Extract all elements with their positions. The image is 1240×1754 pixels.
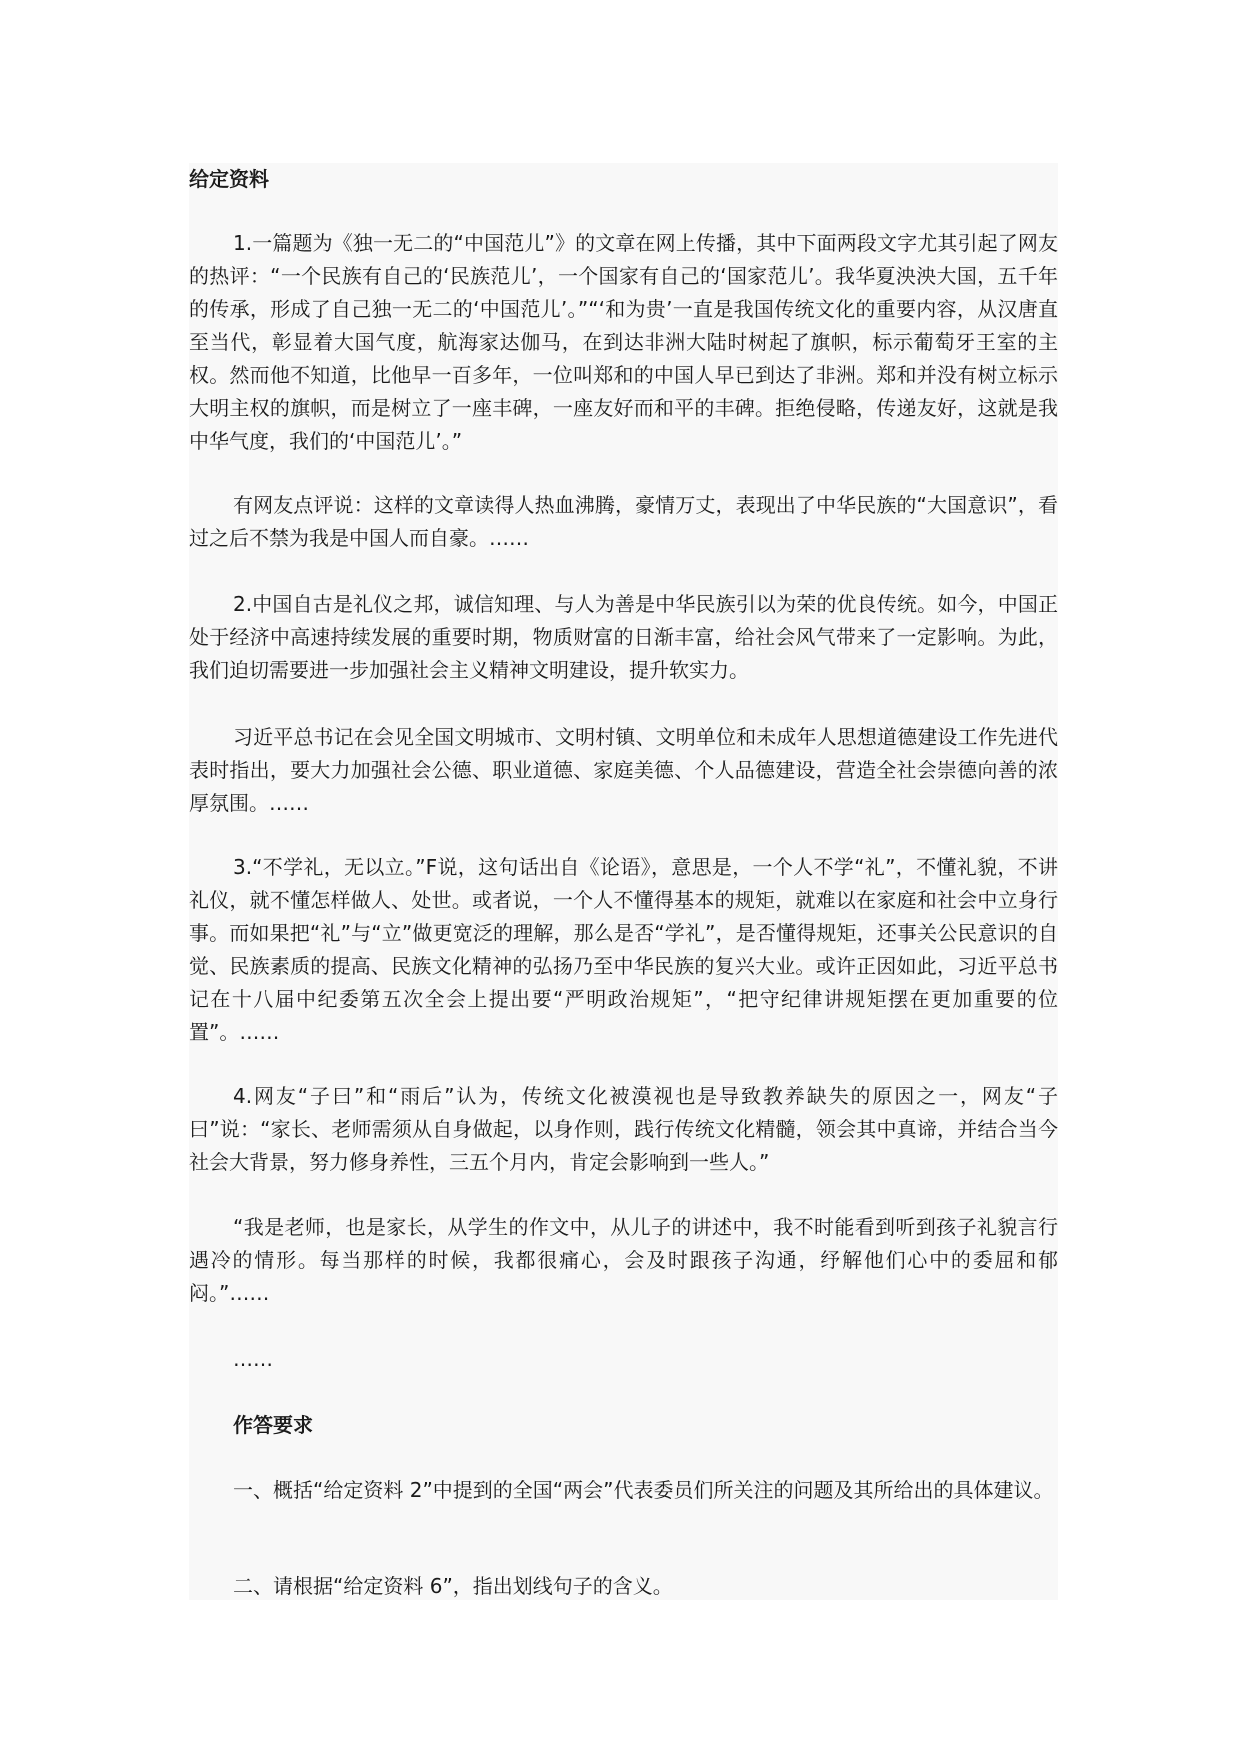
paragraph-6: 4.网友“子曰”和“雨后”认为，传统文化被漠视也是导致教养缺失的原因之一，网友“子曰”说：“家长、老师需须从自身做起，以身作则，践行传统文化精髓，领会其中真谛，并结合当今社会大背景，努力修身养性，三五个月内，肯定会影响到一些人。” (189, 1084, 1058, 1174)
paragraph-5: 3.“不学礼，无以立。”F说，这句话出自《论语》，意思是，一个人不学“礼”，不懂礼貌，不讲礼仪，就不懂怎样做人、处世。或者说，一个人不懂得基本的规矩，就难以在家庭和社会中立身行事。而如果把“礼”与“立”做更宽泛的理解，那么是否“学礼”，是否懂得规矩，还事关公民意识的自觉、民族素质的提高、民族文化精神的弘扬乃至中华民族的复兴大业。或许正因如此，习近平总书记在十八届中纪委第五次全会上提出要“严明政治规矩”，“把守纪律讲规矩摆在更加重要的位置”。…… (189, 855, 1058, 1044)
paragraph-3: 2.中国自古是礼仪之邦，诚信知理、与人为善是中华民族引以为荣的优良传统。如今，中国正处于经济中高速持续发展的重要时期，物质财富的日渐丰富，给社会风气带来了一定影响。为此，我们迫切需要进一步加强社会主义精神文明建设，提升软实力。 (189, 592, 1058, 682)
answer-requirements-heading: 作答要求 (233, 1413, 313, 1437)
paragraph-1: 1.一篇题为《独一无二的“中国范儿”》的文章在网上传播，其中下面两段文字尤其引起了网友的热评：“一个民族有自己的‘民族范儿’，一个国家有自己的‘国家范儿’。我华夏泱泱大国，五千年的传承，形成了自己独一无二的‘中国范儿’。”“‘和为贵’一直是我国传统文化的重要内容，从汉唐直至当代，彰显着大国气度，航海家达伽马，在到达非洲大陆时树起了旗帜，标示葡萄牙王室的主权。然而他不知道，比他早一百多年，一位叫郑和的中国人早已到达了非洲。郑和并没有树立标示大明主权的旗帜，而是树立了一座丰碑，一座友好而和平的丰碑。拒绝侵略，传递友好，这就是我中华气度，我们的‘中国范儿’。” (189, 231, 1058, 453)
paragraph-4: 习近平总书记在会见全国文明城市、文明村镇、文明单位和未成年人思想道德建设工作先进代表时指出，要大力加强社会公德、职业道德、家庭美德、个人品德建设，营造全社会崇德向善的浓厚氛围。…… (189, 725, 1058, 815)
document-title: 给定资料 (189, 167, 269, 191)
question-2: 二、请根据“给定资料 6”，指出划线句子的含义。 (233, 1574, 673, 1598)
question-1: 一、概括“给定资料 2”中提到的全国“两会”代表委员们所关注的问题及其所给出的具体建议。 (233, 1478, 1054, 1502)
paragraph-2: 有网友点评说：这样的文章读得人热血沸腾，豪情万丈，表现出了中华民族的“大国意识”，看过之后不禁为我是中国人而自豪。…… (189, 493, 1058, 550)
paragraph-7: “我是老师，也是家长，从学生的作文中，从儿子的讲述中，我不时能看到听到孩子礼貌言行遇冷的情形。每当那样的时候，我都很痛心，会及时跟孩子沟通，纾解他们心中的委屈和郁闷。”…… (189, 1215, 1058, 1305)
ellipsis-paragraph: …… (233, 1347, 273, 1371)
document-body (189, 163, 1058, 1600)
